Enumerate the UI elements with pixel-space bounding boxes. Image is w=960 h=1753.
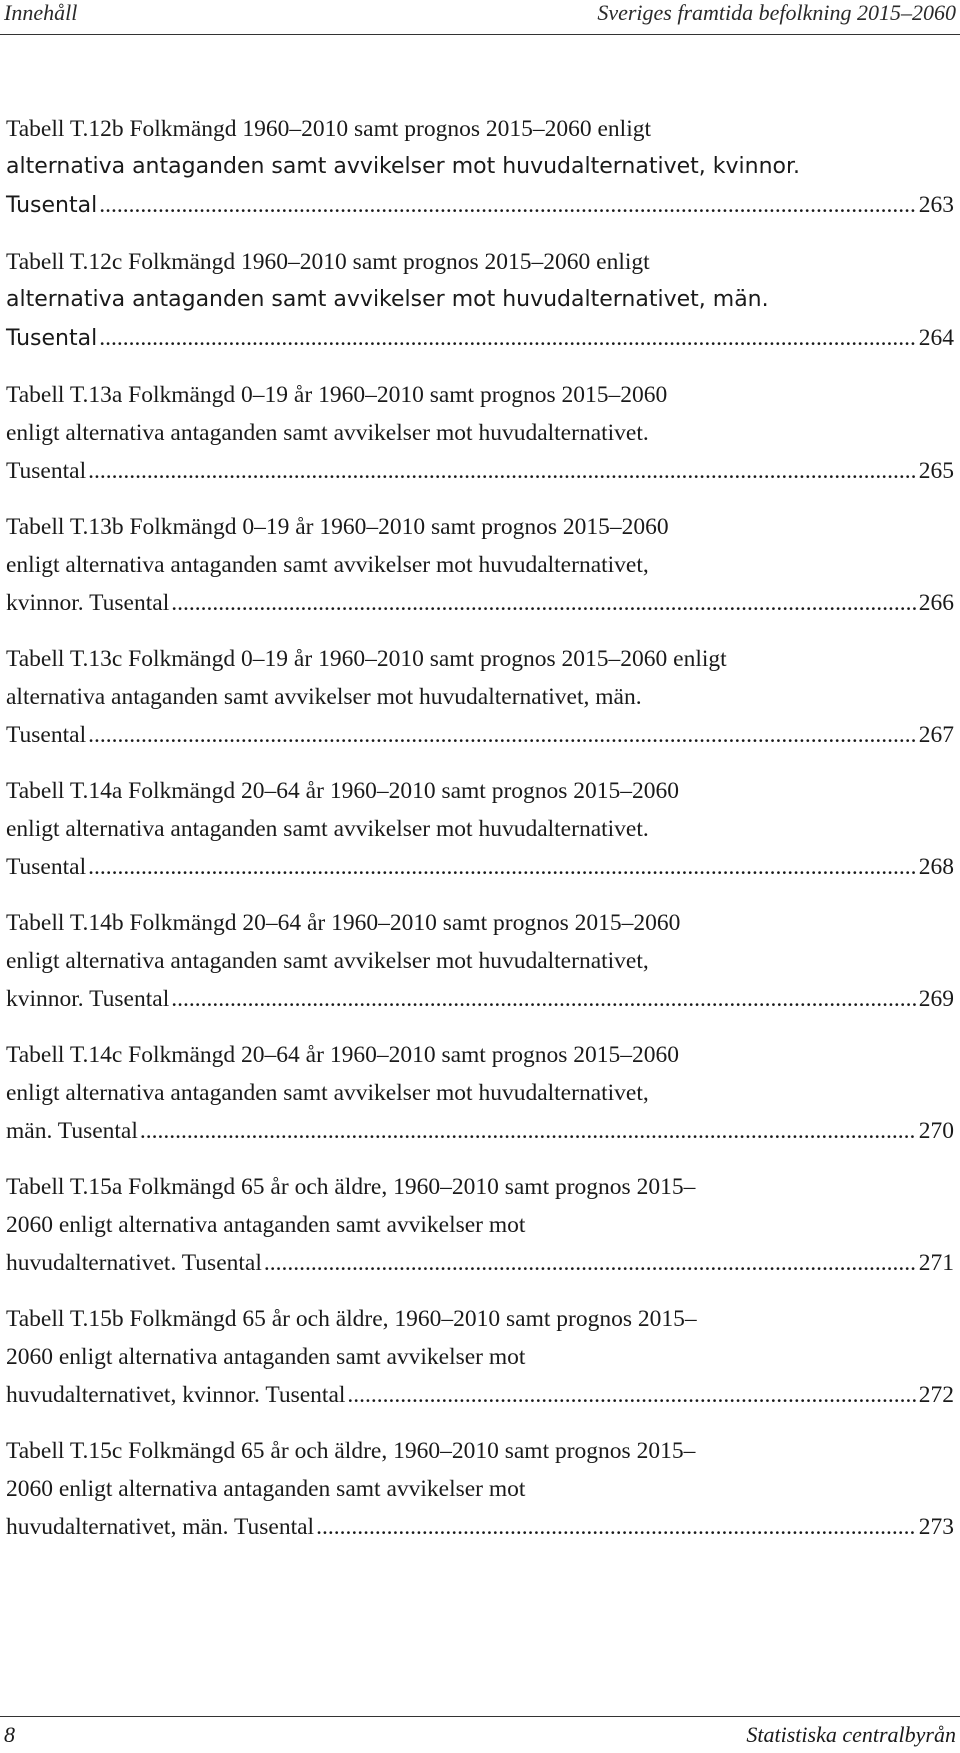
dot-leader bbox=[88, 716, 917, 754]
dot-leader bbox=[140, 1112, 917, 1150]
toc-entry-leader-line bbox=[6, 848, 954, 886]
header-section-title: Innehåll bbox=[4, 0, 78, 25]
toc-entry-text: Tusental bbox=[6, 854, 87, 880]
toc-entry[interactable] bbox=[6, 243, 954, 358]
toc-entry-line: Tabell T.15b Folkmängd 65 år och äldre, 1960–2010 samt prognos 2015– bbox=[6, 1306, 697, 1332]
toc-entry-leader-line bbox=[6, 584, 954, 622]
toc-entry-text: Tusental bbox=[6, 326, 98, 351]
toc-entry-line: 2060 enligt alternativa antaganden samt avvikelser mot bbox=[6, 1344, 526, 1370]
toc-entry-leader-line bbox=[6, 716, 954, 754]
toc-entry-line: enligt alternativa antaganden samt avvikelser mot huvudalternativet, bbox=[6, 552, 649, 578]
toc-entry-line: Tabell T.14a Folkmängd 20–64 år 1960–2010 samt prognos 2015–2060 bbox=[6, 778, 680, 804]
toc-entry-text: män. Tusental bbox=[6, 1118, 138, 1144]
toc-entry-line: Tabell T.15c Folkmängd 65 år och äldre, 1960–2010 samt prognos 2015– bbox=[6, 1438, 696, 1464]
toc-entry-line: alternativa antaganden samt avvikelser mot huvudalternativet, män. bbox=[6, 287, 769, 312]
toc-entry-leader-line bbox=[6, 980, 954, 1018]
toc-page-number[interactable]: 267 bbox=[918, 722, 954, 748]
dot-leader bbox=[88, 452, 917, 490]
table-of-contents bbox=[6, 110, 954, 1564]
toc-entry[interactable] bbox=[6, 1432, 954, 1546]
toc-page-number[interactable]: 268 bbox=[918, 854, 954, 880]
toc-entry-line: enligt alternativa antaganden samt avvikelser mot huvudalternativet, bbox=[6, 1080, 649, 1106]
dot-leader bbox=[171, 584, 917, 622]
toc-entry-line: Tabell T.14c Folkmängd 20–64 år 1960–2010 samt prognos 2015–2060 bbox=[6, 1042, 680, 1068]
toc-entry-text: Tusental bbox=[6, 193, 98, 218]
toc-entry-line: 2060 enligt alternativa antaganden samt avvikelser mot bbox=[6, 1212, 526, 1238]
dot-leader bbox=[99, 319, 917, 357]
toc-page-number[interactable]: 269 bbox=[918, 986, 954, 1012]
toc-entry-line: Tabell T.12c Folkmängd 1960–2010 samt prognos 2015–2060 enligt bbox=[6, 249, 650, 275]
toc-entry-leader-line bbox=[6, 1244, 954, 1282]
dot-leader bbox=[99, 186, 917, 224]
toc-page-number[interactable]: 271 bbox=[918, 1250, 954, 1276]
toc-entry-leader-line bbox=[6, 1112, 954, 1150]
toc-entry[interactable] bbox=[6, 772, 954, 886]
toc-entry-leader-line bbox=[6, 452, 954, 490]
dot-leader bbox=[88, 848, 917, 886]
toc-entry[interactable] bbox=[6, 110, 954, 225]
toc-page-number[interactable]: 270 bbox=[918, 1118, 954, 1144]
toc-entry-line: Tabell T.13b Folkmängd 0–19 år 1960–2010 samt prognos 2015–2060 bbox=[6, 514, 669, 540]
header-divider bbox=[0, 34, 960, 35]
footer-organization: Statistiska centralbyrån bbox=[746, 1722, 956, 1747]
toc-page-number[interactable]: 266 bbox=[918, 590, 954, 616]
dot-leader bbox=[316, 1508, 917, 1546]
toc-entry-leader-line bbox=[6, 186, 954, 225]
toc-entry[interactable] bbox=[6, 904, 954, 1018]
toc-page-number[interactable]: 263 bbox=[918, 192, 954, 218]
toc-entry[interactable] bbox=[6, 1168, 954, 1282]
toc-entry-line: Tabell T.13a Folkmängd 0–19 år 1960–2010 samt prognos 2015–2060 bbox=[6, 382, 668, 408]
toc-page-number[interactable]: 265 bbox=[918, 458, 954, 484]
toc-entry-leader-line bbox=[6, 1376, 954, 1414]
toc-page-number[interactable]: 272 bbox=[918, 1382, 954, 1408]
toc-entry-line: Tabell T.12b Folkmängd 1960–2010 samt prognos 2015–2060 enligt bbox=[6, 116, 651, 142]
toc-entry-text: kvinnor. Tusental bbox=[6, 590, 170, 616]
toc-entry-line: alternativa antaganden samt avvikelser mot huvudalternativet, män. bbox=[6, 684, 642, 710]
toc-entry-text: huvudalternativet, kvinnor. Tusental bbox=[6, 1382, 346, 1408]
toc-entry-line: enligt alternativa antaganden samt avvikelser mot huvudalternativet. bbox=[6, 420, 649, 446]
toc-entry-leader-line bbox=[6, 319, 954, 358]
toc-entry-line: Tabell T.14b Folkmängd 20–64 år 1960–2010 samt prognos 2015–2060 bbox=[6, 910, 681, 936]
toc-entry-text: huvudalternativet, män. Tusental bbox=[6, 1514, 315, 1540]
toc-entry-line: enligt alternativa antaganden samt avvikelser mot huvudalternativet, bbox=[6, 948, 649, 974]
toc-entry-text: Tusental bbox=[6, 458, 87, 484]
toc-entry-leader-line bbox=[6, 1508, 954, 1546]
toc-entry[interactable] bbox=[6, 1300, 954, 1414]
toc-entry-line: alternativa antaganden samt avvikelser mot huvudalternativet, kvinnor. bbox=[6, 154, 800, 179]
toc-entry-text: Tusental bbox=[6, 722, 87, 748]
toc-entry-text: huvudalternativet. Tusental bbox=[6, 1250, 262, 1276]
toc-entry[interactable] bbox=[6, 508, 954, 622]
toc-entry-line: Tabell T.15a Folkmängd 65 år och äldre, 1960–2010 samt prognos 2015– bbox=[6, 1174, 696, 1200]
toc-entry[interactable] bbox=[6, 376, 954, 490]
toc-entry[interactable] bbox=[6, 640, 954, 754]
toc-entry-text: kvinnor. Tusental bbox=[6, 986, 170, 1012]
toc-page-number[interactable]: 273 bbox=[918, 1514, 954, 1540]
header-publication-title: Sveriges framtida befolkning 2015–2060 bbox=[597, 0, 956, 25]
toc-entry[interactable] bbox=[6, 1036, 954, 1150]
footer-divider bbox=[0, 1716, 960, 1717]
page-footer bbox=[0, 1716, 960, 1752]
toc-page-number[interactable]: 264 bbox=[918, 325, 954, 351]
page-header bbox=[0, 0, 960, 32]
toc-entry-line: Tabell T.13c Folkmängd 0–19 år 1960–2010 samt prognos 2015–2060 enligt bbox=[6, 646, 727, 672]
dot-leader bbox=[264, 1244, 917, 1282]
toc-entry-line: enligt alternativa antaganden samt avvikelser mot huvudalternativet. bbox=[6, 816, 649, 842]
toc-entry-line: 2060 enligt alternativa antaganden samt avvikelser mot bbox=[6, 1476, 526, 1502]
footer-page-number: 8 bbox=[4, 1722, 15, 1747]
dot-leader bbox=[347, 1376, 916, 1414]
dot-leader bbox=[171, 980, 917, 1018]
